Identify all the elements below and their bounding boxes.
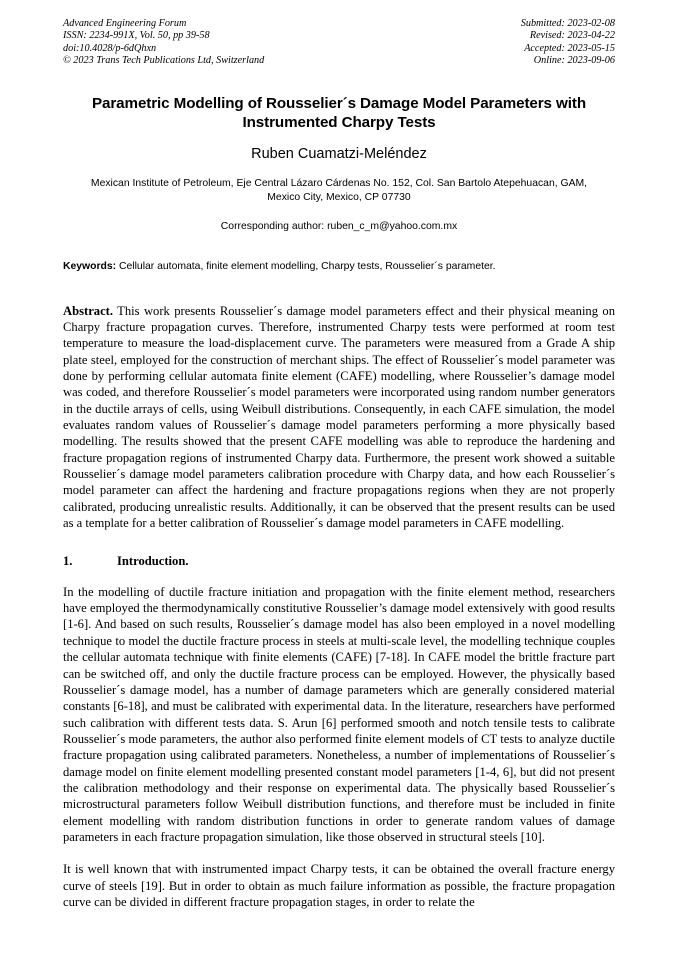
- keywords-label: Keywords:: [63, 260, 117, 272]
- section-title: Introduction.: [117, 554, 189, 569]
- journal-metadata: [63, 18, 264, 68]
- author-affiliation: Mexican Institute of Petroleum, Eje Central Lázaro Cárdenas No. 152, Col. San Bartolo Atepehuacan, GAM, Mexico City, Mexico, CP 07730: [90, 177, 588, 204]
- submission-dates: [521, 18, 615, 68]
- accepted-date: Accepted: 2023-05-15: [524, 42, 615, 54]
- running-header: [63, 18, 615, 68]
- online-date: Online: 2023-09-06: [533, 55, 615, 67]
- submitted-date: Submitted: 2023-02-08: [520, 18, 615, 29]
- keywords-value: Cellular automata, finite element modelling, Charpy tests, Rousselier´s parameter.: [119, 260, 496, 272]
- abstract-body: This work presents Rousselier´s damage model parameters effect and their physical meaning on Charpy fracture propagation curves. Therefore, instrumented Charpy tests were performed at room test temperature to measure the load-displacement curve. The parameters were measured from a Grade A ship plate steel, employed for the construction of merchant ships. The effect of Rousselier´s model parameter was done by performing cellular automata finite element (CAFE) modelling, where Rousselier’s damage model was coded, and therefore Rousselier´s model parameters were incorporated using random number generators in the ductile arrays of cells, using Weibull distributions. Consequently, in each CAFE simulation, the model evaluates random values of Rousselier´s damage model parameters performing a more physically based modelling. The results showed that the present CAFE modelling was able to reproduce the hardening and fracture propagation regions of instrumented Charpy data. Furthermore, the present work showed a suitable Rousselier´s damage model parameters calibration procedure with Charpy data, and how each Rousselier´s model parameter can affect the hardening and fracture propagations regions when they are not properly calibrated, producing unrealistic results. Additionally, it can be observed that the present results can be used as a template for a better calibration of Rousselier´s damage model parameters in CAFE modelling.: [63, 303, 616, 531]
- page-title: Parametric Modelling of Rousselier´s Damage Model Parameters with Instrumented Charpy Tests: [92, 94, 586, 132]
- section-number: 1.: [63, 554, 73, 569]
- revised-date: Revised: 2023-04-22: [529, 30, 615, 42]
- doi: doi:10.4028/p-6dQhxn: [63, 42, 157, 54]
- author-name: Ruben Cuamatzi-Meléndez: [251, 145, 427, 162]
- abstract-label: Abstract.: [63, 303, 114, 318]
- intro-paragraph-2: It is well known that with instrumented impact Charpy tests, it can be obtained the overall fracture energy curve of steels [19]. But in order to obtain as much failure information as possible, the fracture propagation curve can be divided in different fracture propagation stages, in order to relate the: [63, 862, 615, 909]
- abstract-paragraph: [63, 303, 615, 532]
- journal-name: Advanced Engineering Forum: [63, 18, 187, 29]
- issn-volume-pages: ISSN: 2234-991X, Vol. 50, pp 39-58: [63, 30, 210, 42]
- section-heading-introduction: [63, 553, 615, 569]
- corresponding-author: Corresponding author: ruben_c_m@yahoo.com.mx: [220, 220, 458, 232]
- copyright: © 2023 Trans Tech Publications Ltd, Switzerland: [63, 55, 265, 67]
- keywords-line: [63, 260, 615, 274]
- intro-paragraph-1: In the modelling of ductile fracture initiation and propagation with the finite element method, researchers have employed the thermodynamically constitutive Rousselier’s damage model extensively with good results [1-6]. And based on such results, Rousselier´s damage model has also been employed in a novel modelling technique to model the ductile fracture process in steels at multi-scale level, the modelling technique couples the cellular automata technique with finite elements (CAFE) [7-18]. In CAFE model the brittle fracture part can be switched off, and only the ductile fracture process can be employed. However, the physically based Rousselier´s damage model, has a number of damage parameters which are generally considered material constants [6-18], and must be calibrated with experimental data. In the literature, researchers have performed such calibration with different tests data. S. Arun [6] performed smooth and notch tensile tests to calibrate Rousselier´s mode parameters, the author also performed finite element models of CT tests to analyze ductile fracture propagation using calibrated parameters. Nonetheless, a number of implementations of Rousselier´s damage model on finite element modelling presented constant model parameters [1-4, 6], but did not present the calibration methodology and their response on experimental data. The physically based Rousselier´s microstructural parameters follow Weibull distribution functions, and therefore must be included in finite element modelling with random distribution functions in order to generate random values of damage parameters in each fracture propagation simulation, like those observed in structural steels [10].: [63, 584, 615, 844]
